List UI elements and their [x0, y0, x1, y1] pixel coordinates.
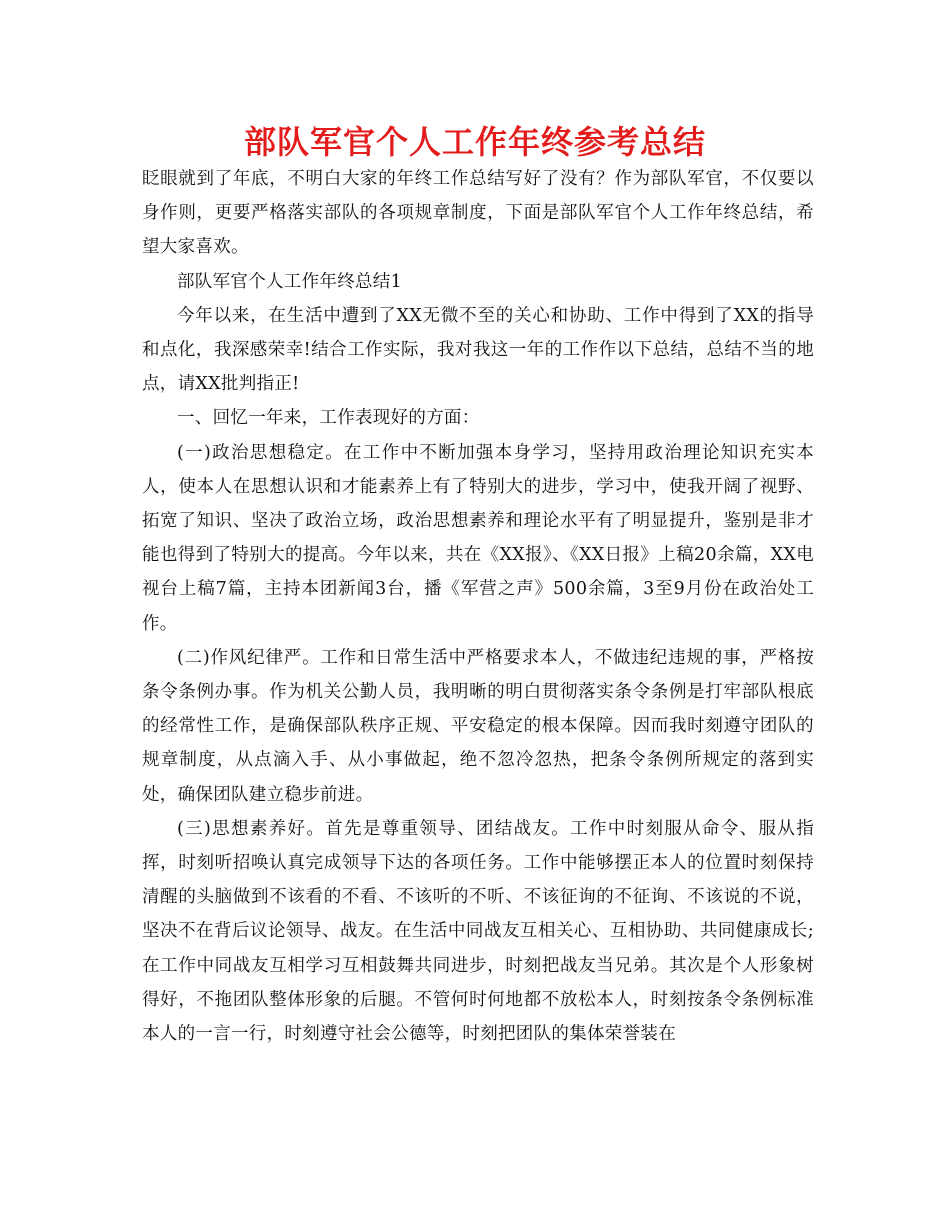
intro-paragraph: 眨眼就到了年底，不明白大家的年终工作总结写好了没有？作为部队军官，不仅要以身作则，更要严格落实部队的各项规章制度，下面是部队军官个人工作年终总结，希望大家喜欢。 — [142, 169, 814, 258]
body-paragraph: 今年以来，在生活中遭到了XX无微不至的关心和协助、工作中得到了XX的指导和点化，我深感荣幸!结合工作实际，我对我这一年的工作作以下总结，总结不当的地点，请XX批判指正! — [142, 305, 814, 395]
subsection-heading: 一、回忆一年来，工作表现好的方面： — [177, 408, 480, 429]
body-paragraph: (三)思想素养好。首先是尊重领导、团结战友。工作中时刻服从命令、服从指挥，时刻听招唤认真完成领导下达的各项任务。工作中能够摆正本人的位置时刻保持清醒的头脑做到不该看的不看、不该听的不听、不该征询的不征询、不该说的不说，坚决不在背后议论领导、战友。在生活中同战友互相关心、互相协助、共同健康成长;在工作中同战友互相学习互相鼓舞共同进步，时刻把战友当兄弟。其次是个人形象树得好，不拖团队整体形象的后腿。不管何时何地都不放松本人，时刻按条令条例标准本人的一言一行，时刻遵守社会公德等，时刻把团队的集体荣誉装在 — [142, 818, 814, 1045]
section-heading: 部队军官个人工作年终总结1 — [177, 271, 403, 292]
body-paragraph: (二)作风纪律严。工作和日常生活中严格要求本人，不做违纪违规的事，严格按条令条例办事。作为机关公勤人员，我明晰的明白贯彻落实条令条例是打牢部队根底的经常性工作，是确保部队秩序正规、平安稳定的根本保障。因而我时刻遵守团队的规章制度，从点滴入手、从小事做起，绝不忽冷忽热，把条令条例所规定的落到实处，确保团队建立稳步前进。 — [142, 647, 814, 805]
body-paragraph: (一)政治思想稳定。在工作中不断加强本身学习，坚持用政治理论知识充实本人，使本人在思想认识和才能素养上有了特别大的进步，学习中，使我开阔了视野、拓宽了知识、坚决了政治立场，政治思想素养和理论水平有了明显提升，鉴别是非才能也得到了特别大的提高。今年以来，共在《XX报》、《XX日报》上稿20余篇，XX电视台上稿7篇，主持本团新闻3台，播《军营之声》500余篇，3至9月份在政治处工作。 — [142, 442, 814, 634]
document-body — [142, 162, 814, 1051]
document-title: 部队军官个人工作年终参考总结 — [243, 123, 706, 161]
